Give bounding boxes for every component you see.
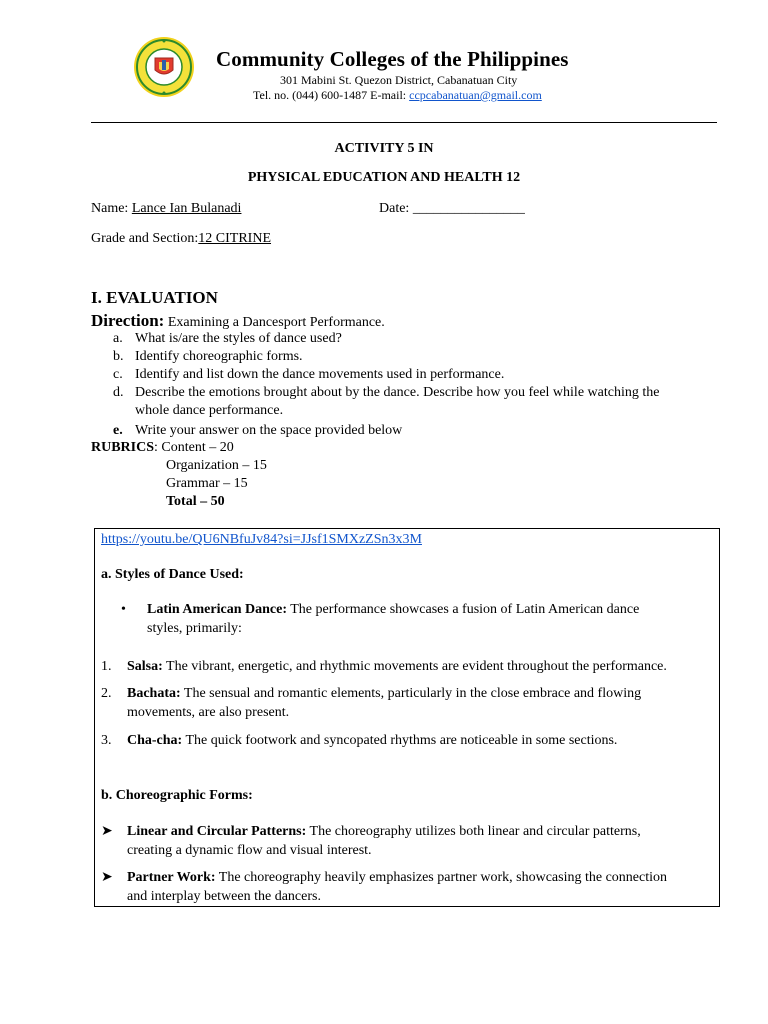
bullet-item [121, 600, 639, 638]
list-marker: e. [113, 423, 123, 438]
section-label: Grade and Section: [91, 231, 199, 246]
name-field [91, 201, 241, 217]
numbered-bold: Cha-cha: [127, 733, 183, 748]
number-marker: 3. [101, 733, 112, 748]
tel-text: Tel. no. (044) 600-1487 E-mail: [253, 88, 410, 102]
name-value: Lance Ian Bulanadi [131, 201, 242, 216]
numbered-item [101, 657, 667, 676]
numbered-bold: Salsa: [127, 659, 163, 674]
answer-box [94, 528, 720, 907]
rubrics-label: RUBRICS [91, 440, 155, 455]
activity-subject: PHYSICAL EDUCATION AND HEALTH 12 [247, 170, 521, 185]
list-text-line1: Describe the emotions brought about by the dance. Describe how you feel while watching the [135, 385, 660, 400]
arrow-item [101, 822, 641, 860]
list-marker: d. [113, 385, 124, 400]
numbered-text: The sensual and romantic elements, particularly in the close embrace and flowing [180, 686, 642, 701]
numbered-text: The vibrant, energetic, and rhythmic movements are evident throughout the performance. [162, 659, 667, 674]
rubric-organization: Organization – 15 [166, 458, 267, 473]
list-marker: c. [113, 367, 123, 382]
section-value: 12 CITRINE [198, 231, 272, 246]
college-seal-logo [133, 36, 195, 98]
direction-label: Direction: [91, 311, 165, 330]
list-marker: b. [113, 349, 124, 364]
list-text [135, 384, 659, 420]
list-item [113, 330, 342, 348]
list-text: Identify choreographic forms. [135, 349, 303, 364]
list-marker: a. [113, 331, 123, 346]
numbered-text: The quick footwork and syncopated rhythms are noticeable in some sections. [182, 733, 618, 748]
arrow-bullet-icon: ➤ [101, 870, 113, 885]
arrow-text-line2: creating a dynamic flow and visual interest. [127, 843, 372, 858]
list-text: What is/are the styles of dance used? [135, 331, 342, 346]
rubric-content: Content – 20 [161, 440, 234, 455]
video-link[interactable]: https://youtu.be/QU6NBfuJv84?si=JJsf1SMXzZSn3x3M [101, 532, 422, 547]
list-text: Identify and list down the dance movements used in performance. [135, 367, 505, 382]
rubrics-line [91, 440, 234, 456]
bullet-dot-icon: • [121, 602, 126, 617]
school-name: Community Colleges of the Philippines [216, 47, 569, 71]
bullet-text: The performance showcases a fusion of Latin American dance [286, 602, 640, 617]
evaluation-heading: I. EVALUATION [91, 288, 218, 307]
section-field [91, 231, 271, 247]
activity-title: ACTIVITY 5 IN [334, 141, 434, 156]
rubric-grammar: Grammar – 15 [166, 476, 248, 491]
contact-line [253, 88, 542, 103]
direction-text: Examining a Dancesport Performance. [164, 315, 385, 330]
arrow-item [101, 868, 667, 906]
number-marker: 2. [101, 686, 112, 701]
date-label: Date: [379, 201, 413, 216]
list-text: Write your answer on the space provided below [135, 423, 403, 438]
date-blank: ________________ [412, 201, 525, 216]
date-field [379, 201, 525, 217]
number-marker: 1. [101, 659, 112, 674]
numbered-item [101, 731, 617, 750]
list-item [113, 422, 402, 440]
school-address: 301 Mabini St. Quezon District, Cabanatuan City [280, 73, 518, 87]
section-b-title: b. Choreographic Forms: [101, 788, 253, 803]
bullet-bold: Latin American Dance: [147, 602, 287, 617]
name-label: Name: [91, 201, 132, 216]
list-item [113, 366, 504, 384]
bullet-text-line2: styles, primarily: [147, 621, 242, 636]
arrow-bullet-icon: ➤ [101, 824, 113, 839]
arrow-bold: Partner Work: [127, 870, 216, 885]
header-divider [91, 122, 717, 123]
numbered-text-line2: movements, are also present. [127, 705, 290, 720]
arrow-text: The choreography heavily emphasizes partner work, showcasing the connection [215, 870, 668, 885]
arrow-text: The choreography utilizes both linear and circular patterns, [306, 824, 641, 839]
list-item [113, 384, 659, 420]
list-item [113, 348, 303, 366]
arrow-bold: Linear and Circular Patterns: [127, 824, 307, 839]
rubrics-colon: : [154, 440, 162, 455]
numbered-bold: Bachata: [127, 686, 181, 701]
list-text-line2: whole dance performance. [135, 403, 284, 418]
numbered-item [101, 684, 641, 722]
arrow-text-line2: and interplay between the dancers. [127, 889, 321, 904]
rubric-total: Total – 50 [166, 494, 225, 509]
direction-line [91, 311, 385, 331]
email-link[interactable]: ccpcabanatuan@gmail.com [409, 88, 542, 102]
section-a-title: a. Styles of Dance Used: [101, 567, 244, 582]
